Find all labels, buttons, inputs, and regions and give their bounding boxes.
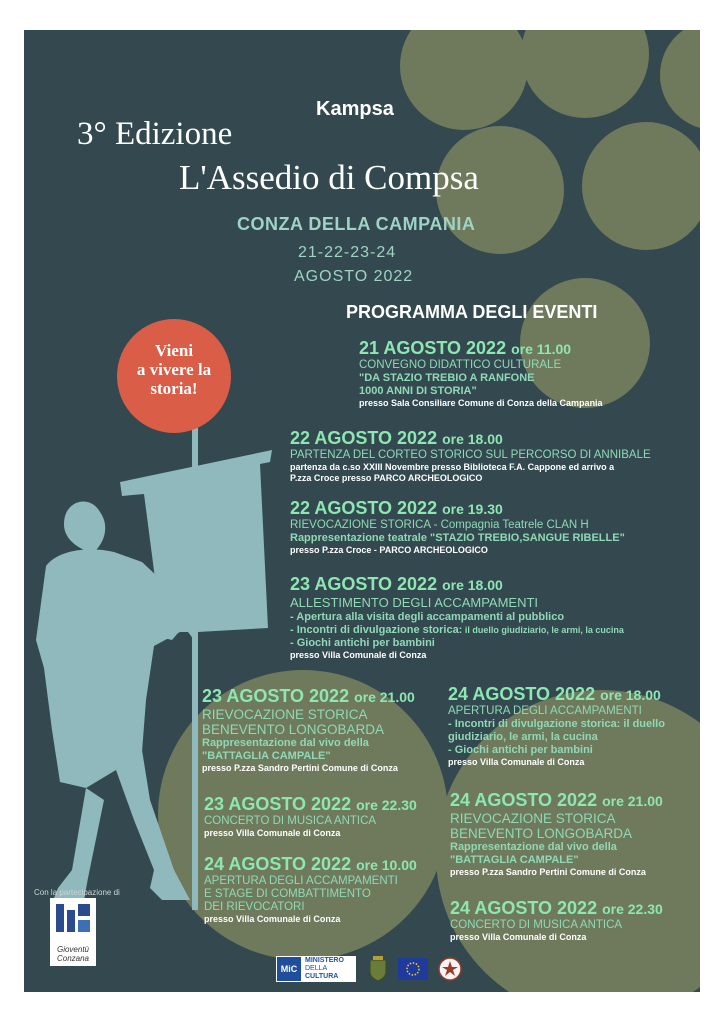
event-line: RIEVOCAZIONE STORICA - Compagnia Teatrele CLAN H [290,519,589,531]
ministero-text-3: CULTURA [305,973,339,980]
kampsa-label: Kampsa [316,98,394,120]
event-date: 24 AGOSTO 2022 [450,898,598,918]
badge-line2: a vivere la [136,360,212,379]
event-place: presso Villa Comunale di Conza [204,828,341,838]
event-place: partenza da c.so XXIII Novembre presso Biblioteca F.A. Cappone ed arrivo a [290,462,615,472]
deco-circle [660,30,700,130]
event-line: CONVEGNO DIDATTICO CULTURALE [359,359,562,371]
event-date: 24 AGOSTO 2022 [450,790,598,810]
event-line: E STAGE DI COMBATTIMENTO [204,888,371,900]
event-time: ore 19.30 [442,501,503,517]
event-line: CONCERTO DI MUSICA ANTICA [204,815,377,827]
event-date: 23 AGOSTO 2022 [204,794,352,814]
event-line: PARTENZA DEL CORTEO STORICO SUL PERCORSO DI ANNIBALE [290,449,651,461]
event-24-18 [448,684,665,768]
event-23-2230 [204,794,417,839]
event-place: presso Villa Comunale di Conza [290,650,427,660]
event-time: ore 21.00 [354,689,415,705]
event-time: ore 21.00 [602,793,663,809]
poster [24,30,700,992]
event-23-21 [202,686,415,774]
event-time: ore 10.00 [356,857,417,873]
gioventu-text-2: Conzana [56,954,90,963]
event-place: presso P.zza Sandro Pertini Comune di Conza [450,867,646,877]
event-place: presso P.zza Croce - PARCO ARCHEOLOGICO [290,545,488,555]
event-time: ore 18.00 [442,431,503,447]
event-line: BENEVENTO LONGOBARDA [202,722,385,737]
event-place: presso P.zza Sandro Pertini Comune di Conza [202,763,398,773]
dates-line1: 21-22-23-24 [298,244,397,261]
event-time: ore 11.00 [511,341,572,357]
deco-circle [400,30,528,130]
ministero-text-1: MINISTERO [305,957,344,964]
event-place: presso Sala Consiliare Comune di Conza della Campania [359,398,603,408]
event-22-1930 [290,498,625,556]
gioventu-text-1: Gioventù [56,945,90,954]
event-place: P.zza Croce presso PARCO ARCHEOLOGICO [290,473,483,483]
event-place: presso Villa Comunale di Conza [450,932,587,942]
event-23-18 [290,574,624,661]
event-line: il duello giudiziario, le armi, la cucina [462,625,624,635]
event-date: 22 AGOSTO 2022 [290,498,438,518]
edition-label: 3° Edizione [77,116,233,152]
event-line: Rappresentazione teatrale "STAZIO TREBIO,SANGUE RIBELLE" [290,532,625,544]
event-line: APERTURA DEGLI ACCAMPAMENTI [448,705,642,717]
event-date: 23 AGOSTO 2022 [202,686,350,706]
deco-circle [521,30,649,118]
repubblica-emblem-icon [438,956,462,982]
event-date: 24 AGOSTO 2022 [448,684,596,704]
comune-crest-icon [368,956,388,982]
event-date: 21 AGOSTO 2022 [359,338,507,358]
ministero-logo [276,956,356,982]
event-line: - Giochi antichi per bambini [448,744,593,756]
event-line: CONCERTO DI MUSICA ANTICA [450,919,623,931]
page-title: L'Assedio di Compsa [179,158,479,197]
event-21-11 [359,338,603,409]
event-24-21 [450,790,663,878]
event-line: Rappresentazione dal vivo della [202,737,369,749]
event-time: ore 22.30 [602,901,663,917]
location-label: CONZA DELLA CAMPANIA [237,214,476,234]
gioventu-mark-icon [50,898,96,940]
event-place: presso Villa Comunale di Conza [204,914,341,924]
event-line: Rappresentazione dal vivo della [450,841,617,853]
ministero-text-2: DELLA [305,965,328,972]
event-line: giudiziario, le armi, la cucina [448,731,598,743]
badge-line1: Vieni [154,341,194,360]
event-time: ore 22.30 [356,797,417,813]
mic-icon: MiC [277,957,301,981]
event-line: DEI RIEVOCATORI [204,901,305,913]
event-line: - Giochi antichi per bambini [290,637,435,649]
event-22-18 [290,428,651,484]
event-time: ore 18.00 [600,687,661,703]
partecipazione-label: Con la partecipazione di [34,888,120,897]
event-24-2230 [450,898,663,943]
gioventu-logo [50,898,96,966]
badge-line3: storia! [150,379,198,398]
event-line: - Incontri di divulgazione storica: [290,624,463,636]
vieni-badge [117,319,231,433]
event-line: APERTURA DEGLI ACCAMPAMENTI [204,875,398,887]
eu-flag-icon [398,958,428,980]
event-line: "BATTAGLIA CAMPALE" [202,750,331,762]
dates-line2: AGOSTO 2022 [294,268,414,285]
event-line: RIEVOCAZIONE STORICA [202,707,368,722]
event-line: 1000 ANNI DI STORIA" [359,385,477,397]
event-line: BENEVENTO LONGOBARDA [450,826,633,841]
event-line: RIEVOCAZIONE STORICA [450,811,616,826]
event-line: - Apertura alla visita degli accampamenti al pubblico [290,611,565,623]
event-date: 24 AGOSTO 2022 [204,854,352,874]
event-line: "DA STAZIO TREBIO A RANFONE [359,372,535,384]
event-date: 23 AGOSTO 2022 [290,574,438,594]
event-place: presso Villa Comunale di Conza [448,757,585,767]
event-date: 22 AGOSTO 2022 [290,428,438,448]
deco-circle [582,122,700,250]
event-time: ore 18.00 [442,577,503,593]
event-line: "BATTAGLIA CAMPALE" [450,854,579,866]
programma-heading: PROGRAMMA DEGLI EVENTI [346,302,598,322]
event-line: - Incontri di divulgazione storica: il duello [448,718,665,730]
event-line: ALLESTIMENTO DEGLI ACCAMPAMENTI [290,595,539,610]
event-24-10 [204,854,417,925]
